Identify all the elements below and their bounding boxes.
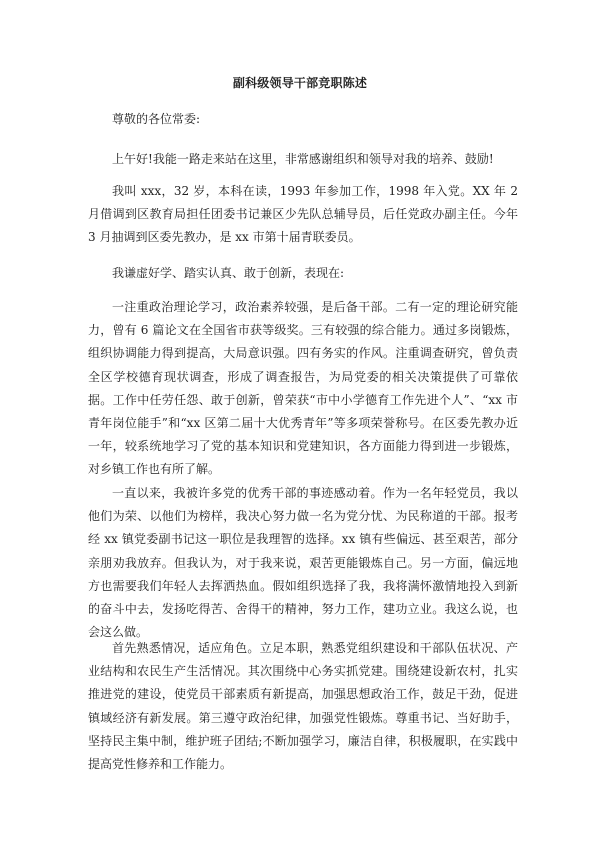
paragraph-greeting: 上午好!我能一路走来站在这里，非常感谢组织和领导对我的培养、鼓励! [112,152,494,166]
paragraph-motivation: 一直以来，我被许多党的优秀干部的事迹感动着。作为一名年轻党员，我以他们为荣、以他们为榜样，我决心努力做一名为党分忧、为民称道的干部。报考经 xx 镇党委副书记这一职位是我理智的选择。xx 镇有些偏远、甚至艰苦，部分亲朋劝我放弃。但我认为，对于我来说，艰苦更能锻炼自己。另一方面，偏远地方也需要我们年轻人去挥洒热血。假如组织选择了我，我将满怀激情地投入到新的奋斗中去，发扬吃得苦、舍得干的精神，努力工作，建功立业。我这么说，也会这么做。 [88,486,518,640]
salutation: 尊敬的各位常委: [112,112,201,126]
page-title: 副科级领导干部竞职陈述 [232,76,368,90]
paragraph-traits: 我谦虚好学、踏实认真、敢于创新，表现在: [112,266,345,280]
paragraph-qualifications: 一注重政治理论学习，政治素养较强，是后备干部。二有一定的理论研究能力，曾有 6 篇论文在全国省市获等级奖。三有较强的综合能力。通过多岗锻炼，组织协调能力得到提高，大局意识强。四有务实的作风。注重调查研究，曾负责全区学校德育现状调查，形成了调查报告，为局党委的相关决策提供了可靠依据。工作中任劳任怨、敢于创新，曾荣获“市中小学德育工作先进个人”、“xx 市青年岗位能手”和“xx 区第二届十大优秀青年”等多项荣誉称号。在区委先教办近一年，较系统地学习了党的基本知识和党建知识，各方面能力得到进一步锻炼，对乡镇工作也有所了解。 [88,300,518,477]
paragraph-introduction: 我叫 xxx，32 岁，本科在读，1993 年参加工作，1998 年入党。XX 年 2 月借调到区教育局担任团委书记兼区少先队总辅导员，后任党政办副主任。今年 3 月抽调到区委先教办，是 xx 市第十届青联委员。 [88,184,518,245]
paragraph-work-plan: 首先熟悉情况，适应角色。立足本职，熟悉党组织建设和干部队伍状况、产业结构和农民生产生活情况。其次围绕中心务实抓党建。围绕建设新农村，扎实推进党的建设，使党员干部素质有新提高，加强思想政治工作，鼓足干劲，促进镇域经济有新发展。第三遵守政治纪律，加强党性锻炼。尊重书记、当好助手，坚持民主集中制，维护班子团结;不断加强学习，廉洁自律，积极履职，在实践中提高党性修养和工作能力。 [88,641,518,772]
